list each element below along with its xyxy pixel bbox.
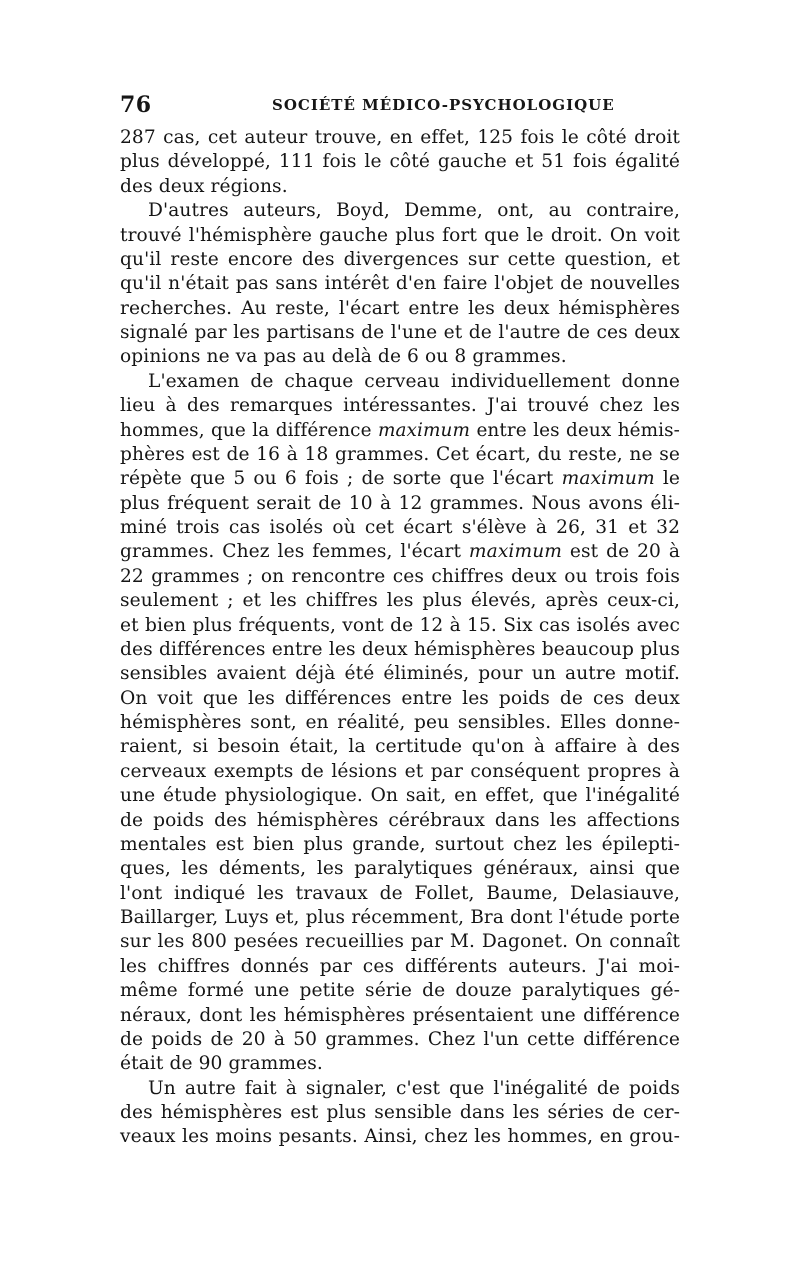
- text-line: qu'il n'était pas sans intérêt d'en faire l'objet de nouvelles: [120, 273, 680, 295]
- text-line: de poids des hémisphères cérébraux dans les affections: [120, 809, 680, 831]
- text-run: grammes. Chez les femmes, l'écart: [120, 541, 469, 563]
- page-header: [120, 92, 680, 122]
- page-number: 76: [120, 92, 152, 118]
- text-line: Baillarger, Luys et, plus récemment, Bra dont l'étude porte: [120, 907, 680, 928]
- text-line: cerveaux exempts de lésions et par conséquent propres à: [120, 760, 680, 782]
- text-line: qu'il reste encore des divergences sur cette question, et: [120, 248, 680, 270]
- text-line: mentales est bien plus grande, surtout chez les épilepti-: [120, 833, 680, 855]
- italic-term: maximum: [561, 468, 655, 490]
- text-line: l'ont indiqué les travaux de Follet, Baume, Delasiauve,: [120, 882, 680, 904]
- text-line: des deux régions.: [120, 175, 288, 197]
- text-line: hémisphères sont, en réalité, peu sensibles. Elles donne-: [120, 712, 680, 733]
- text-line: néraux, dont les hémisphères présentaient une différence: [120, 1004, 680, 1026]
- text-line: signalé par les partisans de l'une et de l'autre de ces deux: [120, 322, 680, 343]
- text-line: seulement ; et les chiffres les plus élevés, après ceux-ci,: [120, 590, 680, 612]
- text-line: ques, les déments, les paralytiques généraux, ainsi que: [120, 858, 680, 880]
- text-line: une étude physiologique. On sait, en effet, que l'inégalité: [120, 785, 680, 807]
- text-line: opinions ne va pas au delà de 6 ou 8 grammes.: [120, 346, 567, 368]
- text-run: le: [654, 468, 680, 490]
- text-line: et bien plus fréquents, vont de 12 à 15. Six cas isolés avec: [120, 614, 680, 636]
- text-line: veaux les moins pesants. Ainsi, chez les hommes, en grou-: [120, 1126, 680, 1148]
- text-line: lieu à des remarques intéressantes. J'ai trouvé chez les: [120, 395, 680, 417]
- body-text: [120, 126, 680, 1150]
- text-line: même formé une petite série de douze paralytiques gé-: [120, 980, 680, 1002]
- text-line: On voit que les différences entre les poids de ces deux: [120, 687, 680, 709]
- text-line: L'examen de chaque cerveau individuellement donne: [148, 370, 680, 392]
- text-run: entre les deux hémis-: [470, 419, 680, 441]
- running-head: SOCIÉTÉ MÉDICO-PSYCHOLOGIQUE: [272, 96, 615, 114]
- text-line: trouvé l'hémisphère gauche plus fort que le droit. On voit: [120, 224, 680, 246]
- text-line: Un autre fait à signaler, c'est que l'inégalité de poids: [148, 1077, 680, 1099]
- text-line: des différences entre les deux hémisphères beaucoup plus: [120, 638, 680, 660]
- text-line: était de 90 grammes.: [120, 1053, 323, 1075]
- text-line: D'autres auteurs, Boyd, Demme, ont, au contraire,: [148, 200, 680, 222]
- text-run: répète que 5 ou 6 fois ; de sorte que l'écart: [120, 468, 562, 490]
- text-line: 287 cas, cet auteur trouve, en effet, 125 fois le côté droit: [120, 127, 680, 148]
- text-line: plus développé, 111 fois le côté gauche et 51 fois égalité: [120, 151, 680, 173]
- text-line: raient, si besoin était, la certitude qu'on à affaire à des: [120, 736, 680, 758]
- text-line: des hémisphères est plus sensible dans les séries de cer-: [120, 1102, 680, 1123]
- text-line: plus fréquent serait de 10 à 12 grammes. Nous avons éli-: [120, 492, 680, 514]
- text-line: miné trois cas isolés où cet écart s'élève à 26, 31 et 32: [120, 517, 680, 538]
- text-run: est de 20 à: [562, 541, 680, 563]
- text-line: de poids de 20 à 50 grammes. Chez l'un cette différence: [120, 1028, 680, 1050]
- text-line: 22 grammes ; on rencontre ces chiffres deux ou trois fois: [120, 565, 680, 587]
- text-line: sur les 800 pesées recueillies par M. Dagonet. On connaît: [120, 931, 680, 953]
- text-line: phères est de 16 à 18 grammes. Cet écart, du reste, ne se: [120, 443, 680, 465]
- text-line: [120, 540, 680, 564]
- text-run: hommes, que la différence: [120, 419, 378, 441]
- text-line: sensibles avaient déjà été éliminés, pour un autre motif.: [120, 663, 680, 685]
- italic-term: maximum: [468, 541, 563, 563]
- text-line: [120, 467, 680, 491]
- italic-term: maximum: [377, 419, 471, 441]
- text-line: recherches. Au reste, l'écart entre les deux hémisphères: [120, 297, 680, 319]
- text-line: les chiffres donnés par ces différents auteurs. J'ai moi-: [120, 955, 680, 977]
- text-line: [120, 419, 680, 443]
